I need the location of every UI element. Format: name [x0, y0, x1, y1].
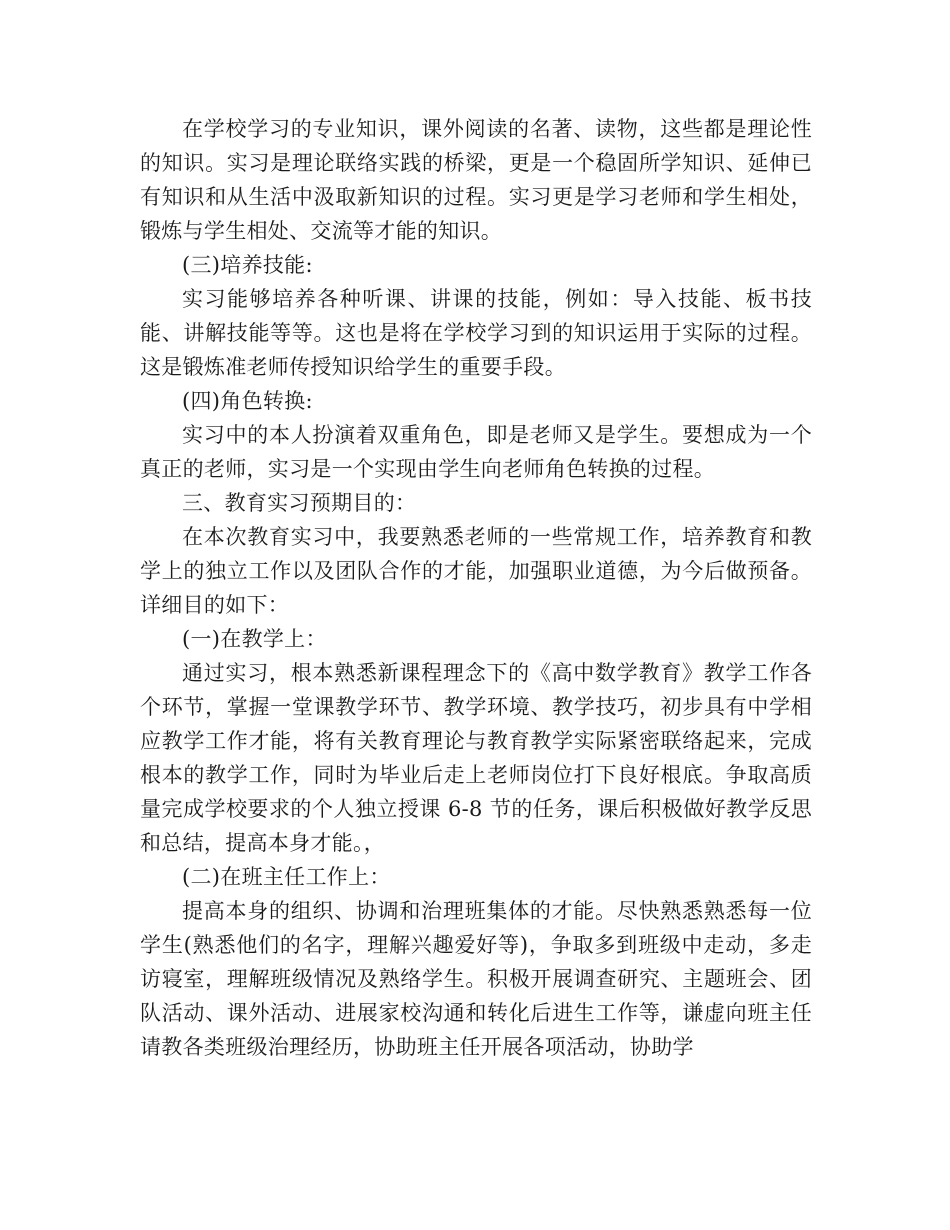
- section-heading-expected-goals: 三、教育实习预期目的：: [182, 491, 417, 515]
- section-heading-skills: (三)培养技能:: [182, 253, 313, 277]
- section-heading-teaching: (一)在教学上：: [182, 627, 327, 651]
- paragraph-class-teacher: 提高本身的组织、协调和治理班集体的才能。尽快熟悉熟悉每一位学生(熟悉他们的名字，理解兴趣爱好等)，争取多到班级中走动，多走访寝室，理解班级情况及熟络学生。积极开展调查研究、主题班会、团队活动、课外活动、进展家校沟通和转化后进生工作等，谦虚向班主任请教各类班级治理经历，协助班主任开展各项活动，协助学: [140, 899, 812, 1059]
- paragraph-role-change: 实习中的本人扮演着双重角色，即是老师又是学生。要想成为一个真正的老师，实习是一个实现由学生向老师角色转换的过程。: [140, 423, 812, 481]
- paragraph-teaching: 通过实习，根本熟悉新课程理念下的《高中数学教育》教学工作各个环节，掌握一堂课教学环节、教学环境、教学技巧，初步具有中学相应教学工作才能，将有关教育理论与教育教学实际紧密联络起来，完成根本的教学工作，同时为毕业后走上老师岗位打下良好根底。争取高质量完成学校要求的个人独立授课 6-8 节的任务，课后积极做好教学反思和总结，提高本身才能。，: [140, 661, 812, 855]
- section-heading-role-change: (四)角色转换:: [182, 389, 313, 413]
- paragraph-expected-goals: 在本次教育实习中，我要熟悉老师的一些常规工作，培养教育和教学上的独立工作以及团队合作的才能，加强职业道德，为今后做预备。详细目的如下：: [140, 525, 812, 617]
- document-page: [140, 112, 812, 1064]
- paragraph-theory-knowledge: 在学校学习的专业知识，课外阅读的名著、读物，这些都是理论性的知识。实习是理论联络实践的桥梁，更是一个稳固所学知识、延伸已有知识和从生活中汲取新知识的过程。实习更是学习老师和学生相处，锻炼与学生相处、交流等才能的知识。: [140, 117, 812, 243]
- section-heading-class-teacher: (二)在班主任工作上：: [182, 865, 391, 889]
- paragraph-skills: 实习能够培养各种听课、讲课的技能，例如：导入技能、板书技能、讲解技能等等。这也是将在学校学习到的知识运用于实际的过程。这是锻炼准老师传授知识给学生的重要手段。: [140, 287, 812, 379]
